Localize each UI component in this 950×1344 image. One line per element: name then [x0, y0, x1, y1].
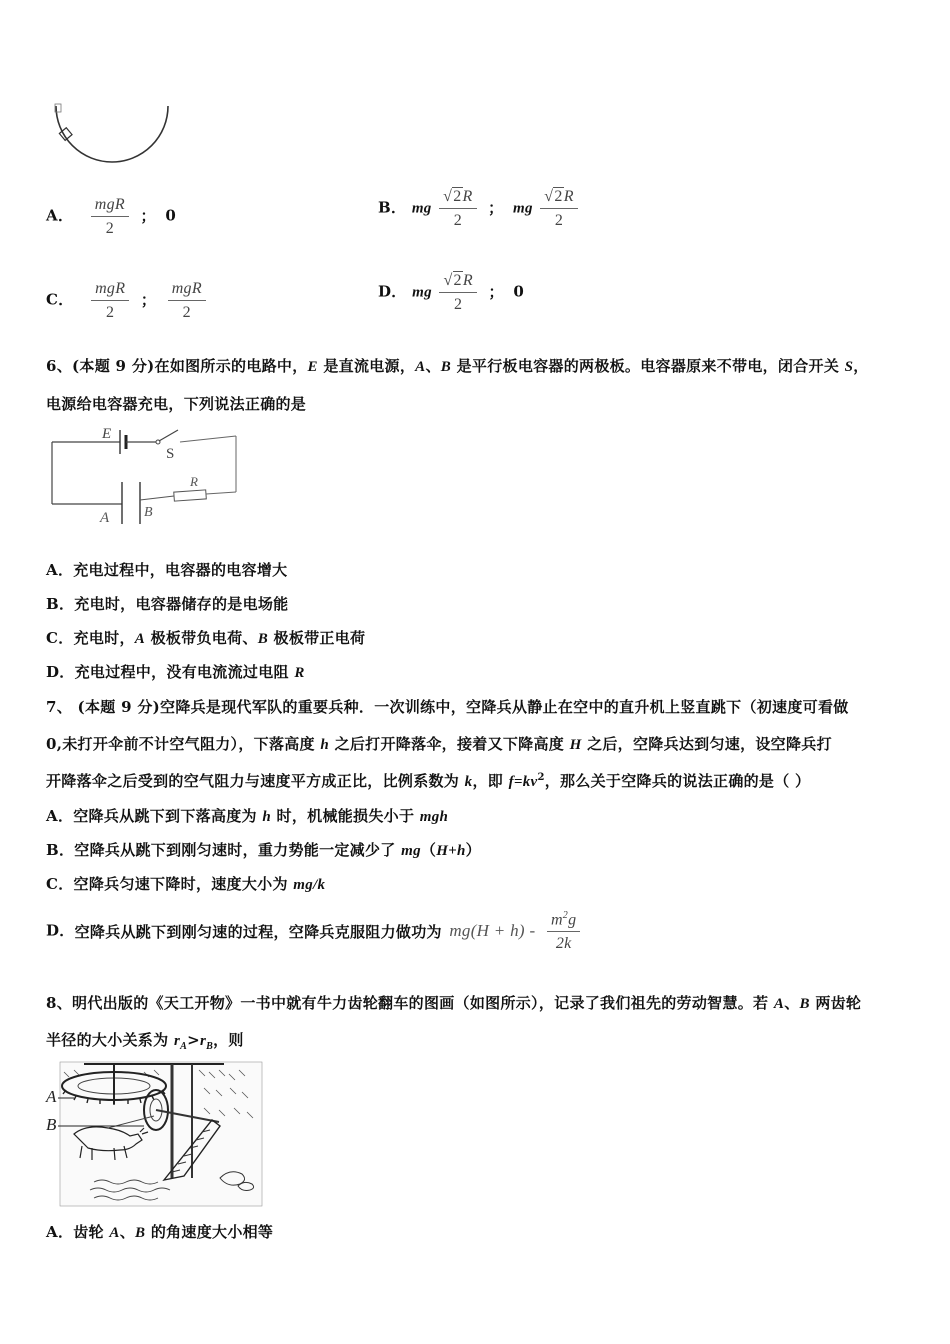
- label-gear-b: B: [46, 1115, 57, 1134]
- q6-option-d[interactable]: D．充电过程中，没有电流流过电阻 R: [46, 663, 305, 681]
- frac-sqrt2r-2-second: $\frac{√2R}{2}$: [540, 188, 577, 229]
- q7-option-d[interactable]: D．空降兵从跳下到刚匀速的过程，空降兵克服阻力做功为 mg(H + h) - $\frac{m^2g}{2k}$: [46, 910, 582, 953]
- circuit-figure: [44, 420, 244, 530]
- frac-sqrt2r-2-d: $\frac{√2R}{2}$: [439, 272, 476, 313]
- frac-mgr-2-c1: $\frac{\text{mgR}}{2}$: [91, 280, 129, 321]
- q6-option-c[interactable]: C．充电时，A 极板带负电荷、B 极板带正电荷: [46, 629, 366, 647]
- work-expression: mg(H + h) -: [449, 921, 536, 941]
- wire-top-right: [180, 436, 236, 442]
- q7-stem-line3: 开降落伞之后受到的空气阻力与速度平方成正比，比例系数为 k，即 $f=kv^2$，那么关于空降兵的说法正确的是（ ）: [46, 772, 811, 790]
- q6-option-a[interactable]: A．充电过程中，电容器的电容增大: [46, 561, 288, 579]
- label-b: B: [144, 505, 153, 520]
- q8-stem-line2: 半径的大小关系为 $r_A>r_B$，则: [46, 1031, 244, 1052]
- q6-stem-line2: 电源给电容器充电，下列说法正确的是: [46, 395, 307, 413]
- q5-option-a[interactable]: A． $\frac{\text{mgR}}{2}$ ； 0: [46, 196, 177, 237]
- label-a: A: [100, 510, 110, 526]
- label-s: S: [166, 446, 175, 462]
- semicircle-arc: [56, 106, 168, 162]
- q5-option-c[interactable]: C． $\frac{\text{mgR}}{2}$ ； $\frac{\text{mgR}}{2}$: [46, 280, 208, 321]
- q6-stem-line1: 6、(本题 9 分)在如图所示的电路中，E 是直流电源，A、B 是平行板电容器的两极板。电容器原来不带电，闭合开关 S，: [46, 357, 869, 375]
- ox-gear-waterwheel-illustration: [44, 1060, 264, 1208]
- q7-option-b[interactable]: B．空降兵从跳下到刚匀速时，重力势能一定减少了 mg（H+h）: [46, 841, 481, 859]
- wire-cap-resistor: [140, 496, 174, 500]
- q5-option-b[interactable]: B． mg $\frac{√2R}{2}$ ； mg $\frac{√2R}{2}$: [378, 188, 580, 229]
- q7-option-c[interactable]: C．空降兵匀速下降时，速度大小为 mg/k: [46, 875, 326, 893]
- q7-stem-line1: 7、 (本题 9 分)空降兵是现代军队的重要兵种．一次训练中，空降兵从静止在空中的直升机上竖直跳下（初速度可看做: [46, 698, 849, 716]
- q8-option-a[interactable]: A．齿轮 A、B 的角速度大小相等: [46, 1223, 274, 1241]
- resistor: [174, 490, 207, 501]
- frac-sqrt2r-2: $\frac{√2R}{2}$: [439, 188, 476, 229]
- q7-option-a[interactable]: A．空降兵从跳下到下落高度为 h 时，机械能损失小于 mgh: [46, 807, 449, 825]
- q8-stem-line1: 8、明代出版的《天工开物》一书中就有牛力齿轮翻车的图画（如图所示），记录了我们祖先的劳动智慧。若 A、B 两齿轮: [46, 994, 862, 1012]
- label-r: R: [190, 474, 198, 489]
- label-gear-a: A: [46, 1087, 57, 1106]
- wire-resistor-right: [206, 492, 236, 494]
- frac-mgr-2: $\frac{\text{mgR}}{2}$: [91, 196, 129, 237]
- q5-option-d[interactable]: D． mg $\frac{√2R}{2}$ ； 0: [378, 272, 525, 313]
- frac-m2g-2k: $\frac{m^2g}{2k}$: [547, 910, 580, 953]
- frac-mgr-2-c2: $\frac{\text{mgR}}{2}$: [168, 280, 206, 321]
- label-e: E: [102, 426, 112, 442]
- switch-lever: [159, 430, 178, 441]
- q7-stem-line2: 0,未打开伞前不计空气阻力），下落高度 h 之后打开降落伞，接着又下降高度 H 之后，空降兵达到匀速，设空降兵打: [46, 735, 832, 753]
- q6-option-b[interactable]: B．充电时，电容器储存的是电场能: [46, 595, 289, 613]
- semicircle-track-figure: [48, 100, 178, 170]
- illustration-frame: [60, 1062, 262, 1206]
